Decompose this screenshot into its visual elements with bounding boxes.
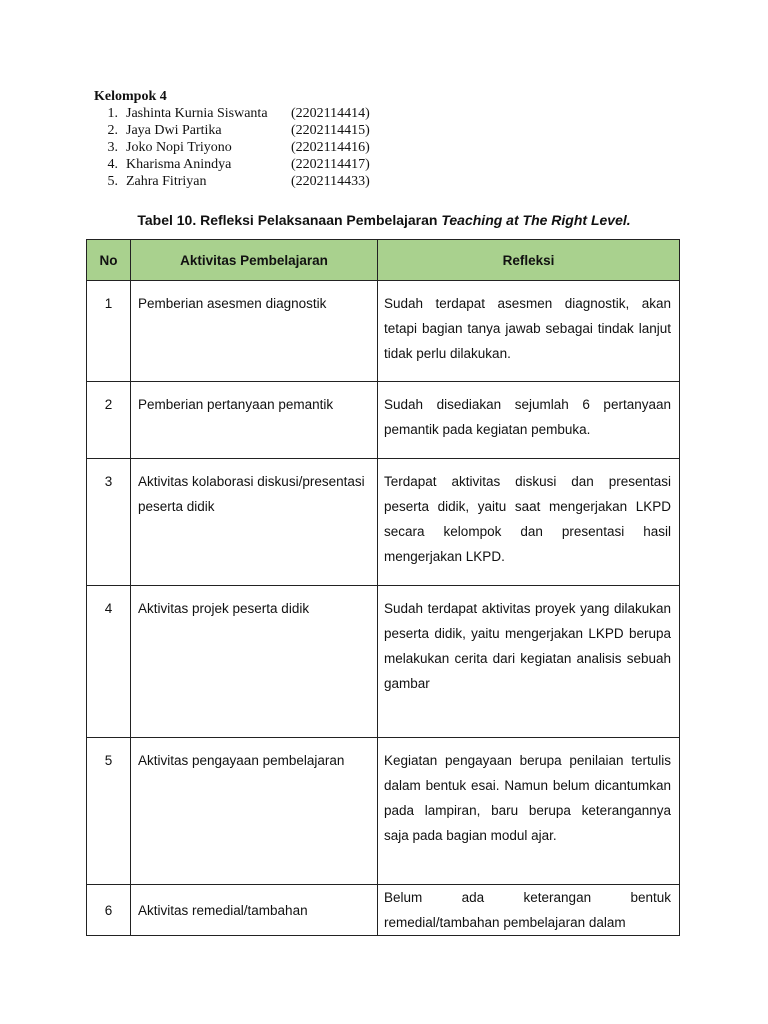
member-name: Zahra Fitriyan bbox=[126, 174, 207, 189]
member-item bbox=[94, 156, 370, 173]
cell-reflection: Kegiatan pengayaan berupa penilaian tertulis dalam bentuk esai. Namun belum dicantumkan pada lampiran, baru berupa keterangannya saja pada bagian modul ajar. bbox=[378, 738, 680, 885]
header-reflection: Refleksi bbox=[378, 240, 680, 281]
table-row bbox=[87, 281, 680, 382]
member-name: Jaya Dwi Partika bbox=[126, 123, 222, 138]
table-row bbox=[87, 459, 680, 586]
member-item bbox=[94, 173, 370, 190]
member-number: 4. bbox=[107, 157, 118, 172]
cell-no: 6 bbox=[87, 885, 131, 936]
cell-activity: Pemberian asesmen diagnostik bbox=[131, 281, 378, 382]
member-number: 1. bbox=[107, 106, 118, 121]
table-header-row bbox=[87, 240, 680, 281]
cell-activity: Aktivitas remedial/tambahan bbox=[131, 885, 378, 936]
cell-reflection: Belum ada keterangan bentuk remedial/tambahan pembelajaran dalam bbox=[378, 885, 680, 936]
cell-no: 4 bbox=[87, 586, 131, 738]
cell-reflection: Sudah terdapat aktivitas proyek yang dilakukan peserta didik, yaitu mengerjakan LKPD berupa melakukan cerita dari kegiatan analisis sebuah gambar bbox=[378, 586, 680, 738]
member-item bbox=[94, 139, 370, 156]
table-row bbox=[87, 885, 680, 936]
cell-activity: Aktivitas pengayaan pembelajaran bbox=[131, 738, 378, 885]
cell-no: 5 bbox=[87, 738, 131, 885]
member-nim: (2202114414) bbox=[291, 106, 370, 121]
member-item bbox=[94, 105, 370, 122]
table-row bbox=[87, 586, 680, 738]
member-nim: (2202114433) bbox=[291, 174, 370, 189]
reflection-table bbox=[86, 239, 680, 936]
table-row bbox=[87, 382, 680, 459]
cell-reflection: Sudah terdapat asesmen diagnostik, akan tetapi bagian tanya jawab sebagai tindak lanjut tidak perlu dilakukan. bbox=[378, 281, 680, 382]
group-info bbox=[94, 88, 370, 190]
cell-reflection: Sudah disediakan sejumlah 6 pertanyaan pemantik pada kegiatan pembuka. bbox=[378, 382, 680, 459]
member-nim: (2202114416) bbox=[291, 140, 370, 155]
caption-text: Tabel 10. Refleksi Pelaksanaan Pembelajaran bbox=[137, 212, 442, 228]
member-number: 3. bbox=[107, 140, 118, 155]
member-name: Jashinta Kurnia Siswanta bbox=[126, 106, 268, 121]
header-activity: Aktivitas Pembelajaran bbox=[131, 240, 378, 281]
member-name: Joko Nopi Triyono bbox=[126, 140, 232, 155]
cell-no: 3 bbox=[87, 459, 131, 586]
table-caption bbox=[0, 212, 768, 228]
header-no: No bbox=[87, 240, 131, 281]
cell-activity: Aktivitas kolaborasi diskusi/presentasi peserta didik bbox=[131, 459, 378, 586]
member-name: Kharisma Anindya bbox=[126, 157, 232, 172]
caption-italic-text: Teaching at The Right Level. bbox=[441, 212, 631, 228]
member-nim: (2202114417) bbox=[291, 157, 370, 172]
cell-no: 2 bbox=[87, 382, 131, 459]
cell-activity: Pemberian pertanyaan pemantik bbox=[131, 382, 378, 459]
group-title: Kelompok 4 bbox=[94, 89, 167, 104]
member-item bbox=[94, 122, 370, 139]
cell-activity: Aktivitas projek peserta didik bbox=[131, 586, 378, 738]
table-row bbox=[87, 738, 680, 885]
cell-no: 1 bbox=[87, 281, 131, 382]
member-nim: (2202114415) bbox=[291, 123, 370, 138]
member-number: 5. bbox=[107, 174, 118, 189]
cell-reflection: Terdapat aktivitas diskusi dan presentasi peserta didik, yaitu saat mengerjakan LKPD secara kelompok dan presentasi hasil mengerjakan LKPD. bbox=[378, 459, 680, 586]
member-number: 2. bbox=[107, 123, 118, 138]
